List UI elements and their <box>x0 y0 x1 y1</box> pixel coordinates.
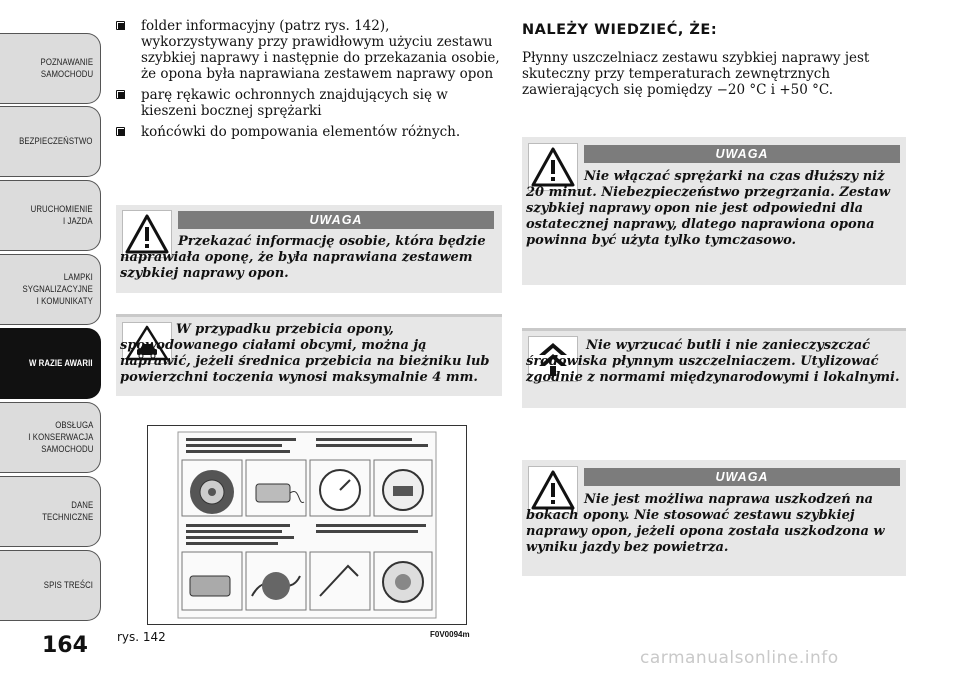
warning-box <box>522 460 906 576</box>
figure-code: F0V0094m <box>430 630 470 639</box>
tab-lampki-sygnalizacyjne[interactable] <box>0 254 101 325</box>
tab-uruchomienie-i-jazda[interactable] <box>0 180 101 251</box>
tab-label: URUCHOMIENIE I JAZDA <box>30 203 93 227</box>
note-box <box>116 314 502 396</box>
tab-label: POZNAWANIE SAMOCHODU <box>40 56 93 80</box>
tab-obsluga-i-konserwacja[interactable] <box>0 402 101 473</box>
note-divider <box>116 314 502 317</box>
equipment-list <box>116 18 502 145</box>
watermark: carmanualsonline.info <box>640 648 839 668</box>
note-text: W przypadku przebicia opony, spowodowanego ciałami obcymi, można ją naprawić, jeżeli średnica przebicia na bieżniku lub powierzchni toczenia wynosi maksymalnie 4 mm. <box>120 322 490 385</box>
tab-label: SPIS TREŚCI <box>43 579 93 591</box>
warning-box <box>116 205 502 293</box>
tab-label: BEZPIECZEŃSTWO <box>19 135 93 147</box>
list-item-text: parę rękawic ochronnych znajdujących się w kieszeni bocznej sprężarki <box>141 87 448 119</box>
list-item <box>116 18 502 82</box>
tab-spis-tresci[interactable] <box>0 550 101 621</box>
list-item <box>116 124 502 140</box>
figure-caption: rys. 142 <box>117 630 166 644</box>
warning-box <box>522 137 906 285</box>
list-item <box>116 87 502 119</box>
list-item-text: końcówki do pompowania elementów różnych. <box>141 124 461 140</box>
chapter-sidebar <box>0 0 103 640</box>
checkbox-bullet-icon <box>116 90 125 99</box>
tab-label: DANE TECHNICZNE <box>41 499 93 523</box>
note-divider <box>522 328 906 331</box>
info-paragraph: Płynny uszczelniacz zestawu szybkiej naprawy jest skuteczny przy temperaturach zewnętrznych zawierających się pomiędzy −20 °C i +50 °C. <box>522 50 870 98</box>
warning-title: UWAGA <box>178 211 494 229</box>
tab-poznawanie-samochodu[interactable] <box>0 33 101 104</box>
tab-dane-techniczne[interactable] <box>0 476 101 547</box>
warning-title: UWAGA <box>584 468 900 486</box>
leaflet-illustration <box>148 426 466 624</box>
figure-tire-repair-leaflet <box>147 425 467 625</box>
tab-label: W RAZIE AWARII <box>29 357 93 369</box>
warning-text: Nie jest możliwa naprawa uszkodzeń na bokach opony. Nie stosować zestawu szybkiej naprawy opon, jeżeli opona została uszkodzona w wyniku jazdy bez powietrza. <box>526 492 885 555</box>
tab-bezpieczenstwo[interactable] <box>0 106 101 177</box>
warning-text: Przekazać informację osobie, która będzie naprawiała oponę, że była naprawiana zestawem szybkiej naprawy opon. <box>120 234 486 281</box>
warning-title: UWAGA <box>584 145 900 163</box>
section-heading: NALEŻY WIEDZIEĆ, ŻE: <box>522 22 718 38</box>
tab-w-razie-awarii[interactable] <box>0 328 101 399</box>
list-item-text: folder informacyjny (patrz rys. 142), wykorzystywany przy prawidłowym użyciu zestawu szybkiej naprawy i następnie do przekazania osobie, że opona była naprawiana zestawem naprawy opon <box>141 18 500 82</box>
tab-label: LAMPKI SYGNALIZACYJNE I KOMUNIKATY <box>22 271 93 307</box>
note-text: Nie wyrzucać butli i nie zanieczyszczać środowiska płynnym uszczelniaczem. Utylizować zgodnie z normami międzynarodowymi i lokalnymi. <box>526 338 900 385</box>
warning-text: Nie włączać sprężarki na czas dłuższy niż 20 minut. Niebezpieczeństwo przegrzania. Zestaw szybkiej naprawy opon nie jest odpowiedni dla ostatecznej naprawy, dlatego naprawiona opona powinna być użyta tylko tymczasowo. <box>526 169 891 248</box>
checkbox-bullet-icon <box>116 127 125 136</box>
checkbox-bullet-icon <box>116 21 125 30</box>
page-number: 164 <box>42 633 88 658</box>
tab-label: OBSŁUGA I KONSERWACJA SAMOCHODU <box>27 419 93 455</box>
note-box <box>522 328 906 408</box>
